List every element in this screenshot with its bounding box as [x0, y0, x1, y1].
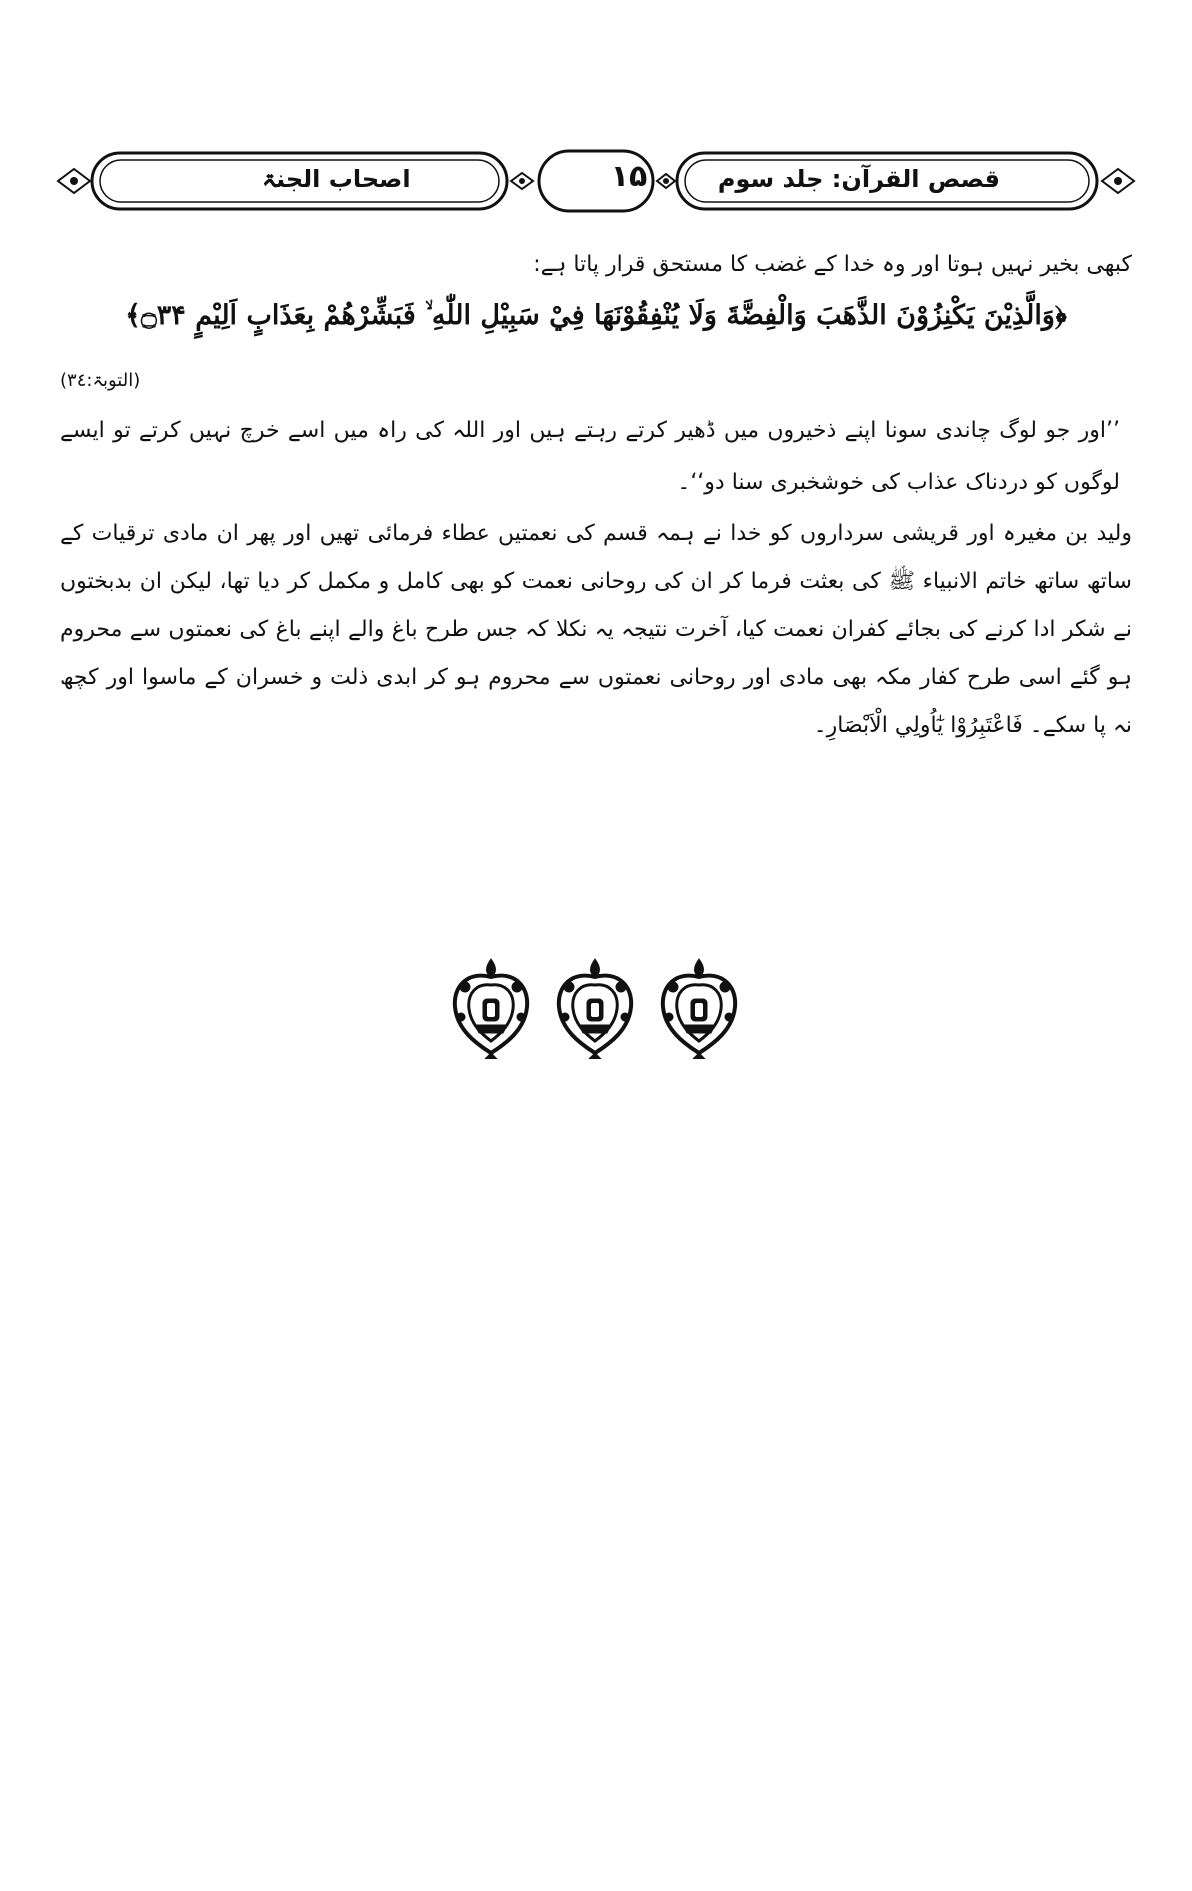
- floral-lamp-ornament-icon: [445, 955, 537, 1059]
- page-number: ۱۵: [610, 159, 648, 194]
- page-header: [52, 145, 1140, 217]
- quran-verse: ﴿وَالَّذِيْنَ يَكْنِزُوْنَ الذَّهَبَ وَالْفِضَّةَ وَلَا يُنْفِقُوْنَهَا فِيْ سَبِيْلِ اللّٰهِ ۙ فَبَشِّرْهُمْ بِعَذَابٍ اَلِيْمٍ ۝۳۴﴾: [125, 300, 1067, 331]
- floral-lamp-ornament-icon: [549, 955, 641, 1059]
- commentary-paragraph: ولید بن مغیرہ اور قریشی سرداروں کو خدا نے ہمہ قسم کی نعمتیں عطاء فرمائی تھیں اور پھر ان مادی ترقیات کے ساتھ ساتھ خاتم الانبیاء ﷺ کی بعثت فرما کر ان کی روحانی نعمت کو بھی کامل و مکمل کر دیا تھا، لیکن ان بدبختوں نے شکر ادا کرنے کی بجائے کفران نعمت کیا، آخرت نتیجہ یہ نکلا کہ جس طرح باغ والے اپنے باغ کی نعمتوں سے محروم ہو گئے اسی طرح کفار مکہ بھی مادی اور روحانی نعمتوں سے محروم ہو کر ابدی ذلت و خسران کے ماسوا اور کچھ نہ پا سکے۔ فَاعْتَبِرُوْا يٰٓاُولِي الْاَبْصَارِ۔: [60, 521, 1132, 738]
- floral-lamp-ornament-icon: [653, 955, 745, 1059]
- chapter-title: اصحاب الجنۃ: [262, 165, 411, 193]
- book-title: قصص القرآن: جلد سوم: [717, 165, 1000, 193]
- closing-ornaments: [445, 955, 745, 1065]
- verse-reference: (التوبۃ:۳٤): [60, 370, 141, 391]
- intro-line: کبھی بخیر نہیں ہوتا اور وہ خدا کے غضب کا مستحق قرار پاتا ہے:: [533, 252, 1132, 277]
- verse-translation: ’’اور جو لوگ چاندی سونا اپنے ذخیروں میں ڈھیر کرتے رہتے ہیں اور اللہ کی راہ میں اسے خرچ نہیں کرتے تو ایسے لوگوں کو دردناک عذاب کی خوشخبری سنا دو‘‘۔: [60, 418, 1120, 495]
